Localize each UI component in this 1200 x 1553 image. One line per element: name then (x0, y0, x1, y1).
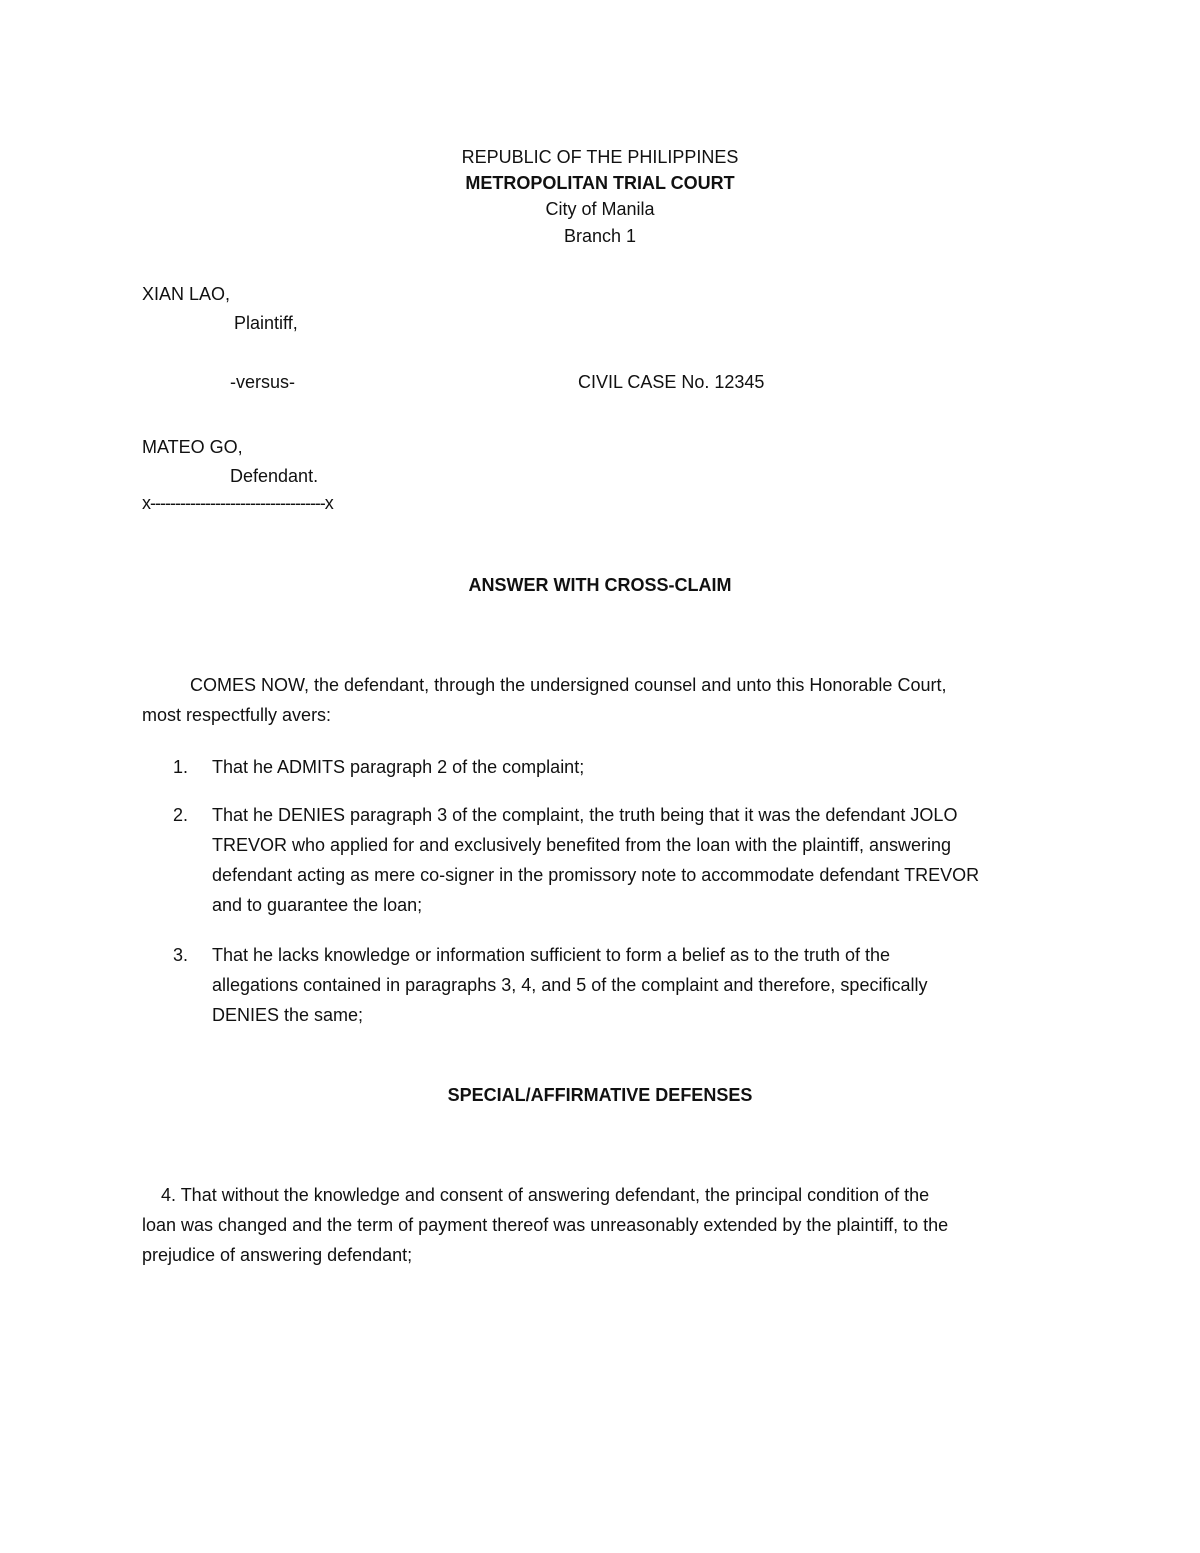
defendant-name: MATEO GO, (142, 437, 243, 457)
plaintiff-name: XIAN LAO, (142, 284, 231, 304)
versus-label: -versus- (230, 372, 296, 392)
document-title: ANSWER WITH CROSS-CLAIM (468, 575, 732, 595)
intro-line-1: COMES NOW, the defendant, through the undersigned counsel and unto this Honorable Court, (190, 675, 947, 695)
item-2-line-4: and to guarantee the loan; (212, 895, 423, 915)
defense-4-line-3: prejudice of answering defendant; (142, 1245, 413, 1265)
defense-4-line-2: loan was changed and the term of payment thereof was unreasonably extended by the plaintiff, to the (142, 1215, 949, 1235)
item-2-line-3: defendant acting as mere co-signer in the promissory note to accommodate defendant TREVOR (212, 865, 980, 885)
plaintiff-role: Plaintiff, (234, 313, 298, 333)
court-heading: METROPOLITAN TRIAL COURT (465, 173, 735, 193)
item-2-line-1: That he DENIES paragraph 3 of the complaint, the truth being that it was the defendant JOLO (212, 805, 958, 825)
republic-heading: REPUBLIC OF THE PHILIPPINES (461, 147, 739, 167)
item-1-line-1: That he ADMITS paragraph 2 of the complaint; (212, 757, 585, 777)
item-3-line-3: DENIES the same; (212, 1005, 364, 1025)
case-number: CIVIL CASE No. 12345 (578, 372, 765, 392)
item-number: 2. (173, 805, 189, 825)
defense-4-line-1: 4. That without the knowledge and consent of answering defendant, the principal condition of the (161, 1185, 930, 1205)
item-3-line-2: allegations contained in paragraphs 3, 4, and 5 of the complaint and therefore, specifically (212, 975, 928, 995)
city-heading: City of Manila (545, 199, 655, 219)
item-number: 3. (173, 945, 189, 965)
item-2-line-2: TREVOR who applied for and exclusively benefited from the loan with the plaintiff, answering (212, 835, 952, 855)
defendant-role: Defendant. (230, 466, 319, 486)
branch-heading: Branch 1 (563, 226, 637, 246)
defenses-heading: SPECIAL/AFFIRMATIVE DEFENSES (447, 1085, 753, 1105)
item-number: 1. (173, 757, 189, 777)
intro-line-2: most respectfully avers: (142, 705, 332, 725)
item-3-line-1: That he lacks knowledge or information sufficient to form a belief as to the truth of the (212, 945, 891, 965)
caption-separator: x-----------------------------------x (142, 493, 333, 513)
